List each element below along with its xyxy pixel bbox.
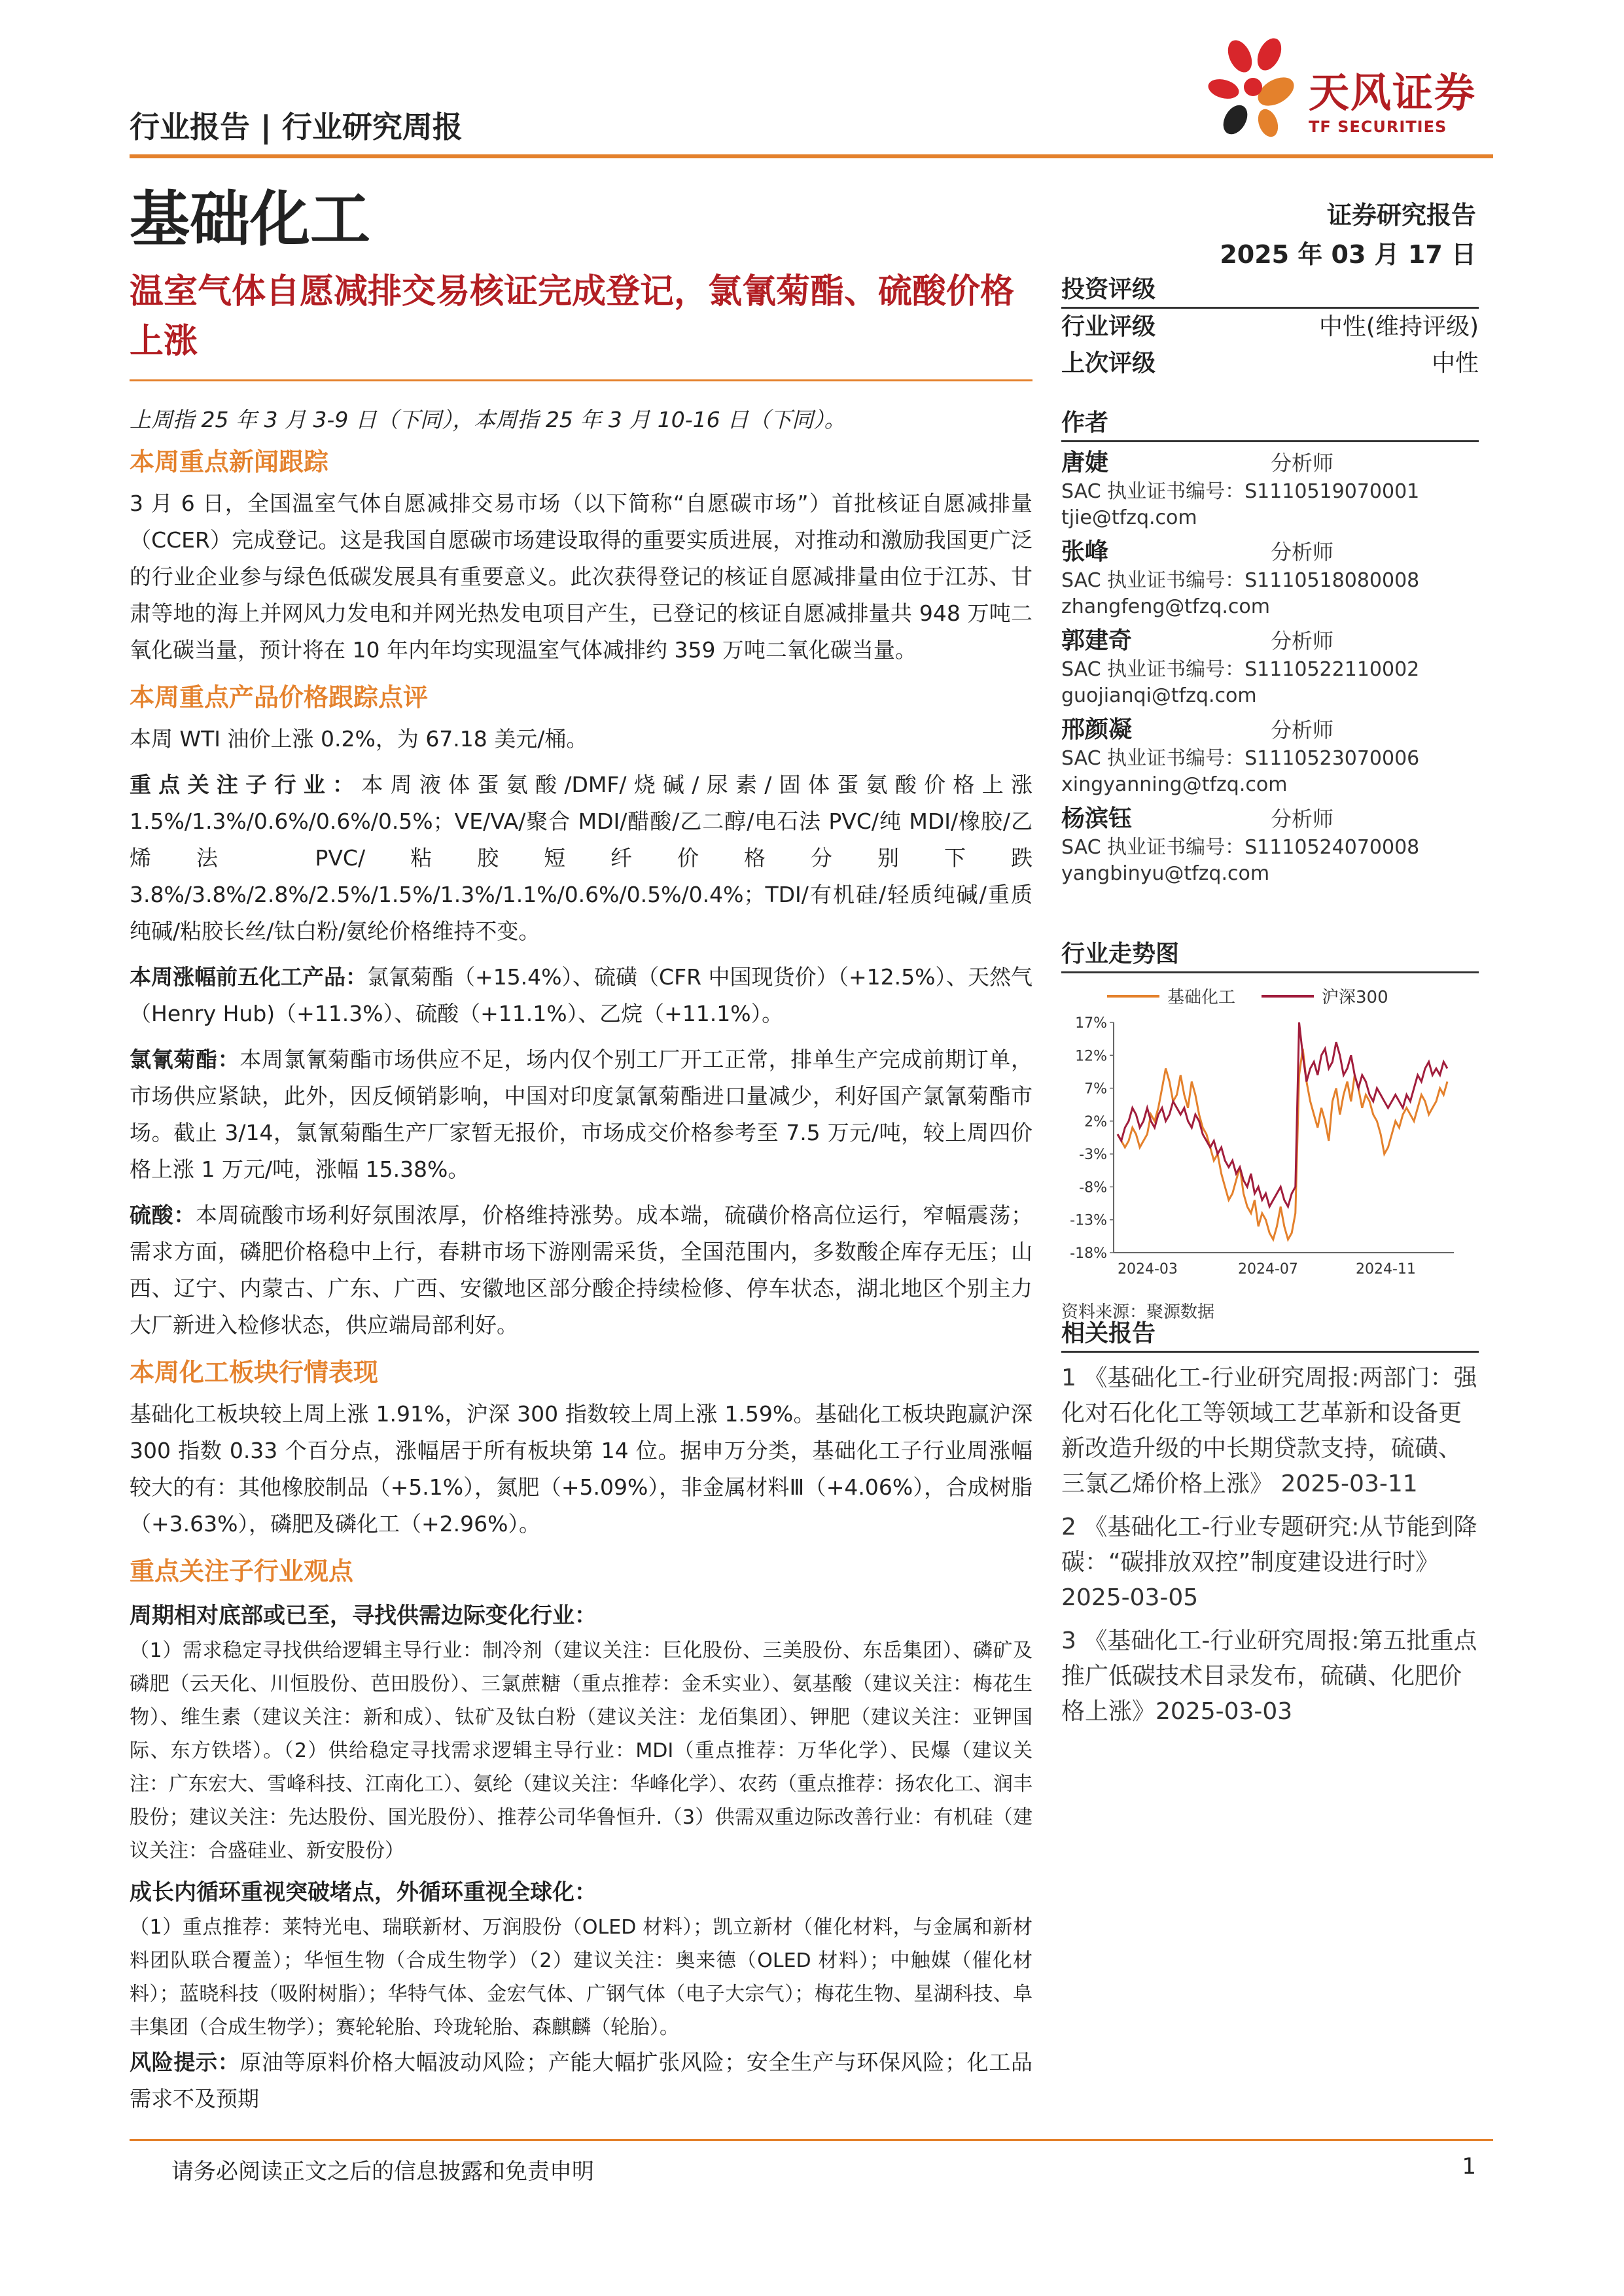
risk-paragraph [130,2044,1033,2117]
related-report-item[interactable]: 2 《基础化工-行业专题研究:从节能到降碳：“碳排放双控”制度建设进行时》2025-03-05 [1061,1514,1477,1611]
industry-title: 基础化工 [130,184,371,254]
author-name: 唐婕 [1061,449,1109,476]
author-name: 郭建奇 [1061,627,1133,654]
growth-heading: 成长内循环重视突破堵点，外循环重视全球化： [130,1879,597,1905]
author-header [1061,803,1479,835]
period-note: 上周指 25 年 3 月 3-9 日（下同），本周指 25 年 3 月 10-16 日（下同）。 [130,407,846,432]
risk-text: 原油等原料价格大幅波动风险；产能大幅扩张风险；安全生产与环保风险；化工品需求不及预期 [130,2049,1033,2112]
sulfuric-acid-text: 本周硫酸市场利好氛围浓厚，价格维持涨势。成本端，硫磺价格高位运行，窄幅震荡；需求方面，磷肥价格稳中上行，春耕市场下游刚需采货，全国范围内，多数酸企库存无压；山西、辽宁、内蒙古、广东、广西、安徽地区部分酸企持续检修、停车状态，湖北地区个别主力大厂新进入检修状态，供应端局部利好。 [130,1202,1033,1338]
author-cert: SAC 执业证书编号：S1110519070001 [1061,480,1420,503]
cycle-paragraph: （1）需求稳定寻找供给逻辑主导行业：制冷剂（建议关注：巨化股份、三美股份、东岳集团）、磷矿及磷肥（云天化、川恒股份、芭田股份）、三氯蔗糖（重点推荐：金禾实业）、氨基酸（建议关注：梅花生物）、维生素（建议关注：新和成）、钛矿及钛白粉（建议关注：龙佰集团）、钾肥（建议关注：亚钾国际、东方铁塔）。（2）供给稳定寻找需求逻辑主导行业：MDI（重点推荐：万华化学）、民爆（建议关注：广东宏大、雪峰科技、江南化工）、氨纶（建议关注：华峰化学）、农药（重点推荐：扬农化工、润丰股份；建议关注：先达股份、国光股份）、推荐公司华鲁恒升.（3）供需双重边际改善行业：有机硅（建议关注：合盛硅业、新安股份） [130,1639,1033,1862]
author-cert: SAC 执业证书编号：S1110518080008 [1061,569,1420,592]
top-gainers-paragraph [130,959,1033,1032]
brand-name: 天风证券 [1309,69,1477,116]
report-date: 2025 年 03 月 17 日 [1220,240,1476,269]
legend-swatch-red [1262,995,1314,998]
related-report-item[interactable]: 1 《基础化工-行业研究周报:两部门：强化对石化化工等领域工艺革新和设备更新改造升级的中长期贷款支持，硫磺、三氯乙烯价格上涨》 2025-03-11 [1061,1365,1477,1497]
headline-divider [130,379,1033,381]
y-tick-label: -8% [1079,1179,1107,1196]
author-header [1061,536,1479,568]
author-header [1061,447,1479,479]
top-gainers-lead: 本周涨幅前五化工产品： [130,964,368,990]
author-cert: SAC 执业证书编号：S1110524070008 [1061,836,1420,859]
page-number: 1 [1462,2153,1476,2180]
legend-item [1262,984,1388,1008]
brand-subtitle: TF SECURITIES [1309,118,1447,136]
section-price-title: 本周重点产品价格跟踪点评 [130,683,429,712]
series-line [1118,1049,1447,1240]
author-email[interactable]: guojianqi@tfzq.com [1061,684,1257,707]
series-line [1118,1022,1447,1207]
subindustry-paragraph [130,767,1033,950]
rating-value: 中性(维持评级) [1318,313,1479,340]
section-news-title: 本周重点新闻跟踪 [130,447,329,476]
cypermethrin-text: 本周氯氰菊酯市场供应不足，场内仅个别工厂开工正常，排单生产完成前期订单，市场供应紧缺，此外，因反倾销影响，中国对印度氯氰菊酯进口量减少，利好国产氯氰菊酯市场。截止 3/14，氯氰菊酯生产厂家暂无报价，市场成交价格参考至 7.5 万元/吨，较上周四价格上涨 1 万元/吨，涨幅 15.38%。 [130,1047,1033,1182]
legend-item [1107,984,1235,1008]
footer-divider [130,2139,1493,2141]
x-tick-label: 2024-03 [1118,1261,1178,1278]
x-tick-label: 2024-07 [1238,1261,1298,1278]
authors-title: 作者 [1061,404,1479,442]
y-tick-label: 2% [1084,1113,1107,1130]
sulfuric-acid-lead: 硫酸： [130,1202,196,1228]
author-role: 分析师 [1271,807,1334,831]
y-tick-label: -3% [1079,1147,1107,1164]
author-block [1061,536,1479,620]
author-block [1061,803,1479,887]
subindustry-text: 本周液体蛋氨酸/DMF/烧碱/尿素/固体蛋氨酸价格上涨 1.5%/1.3%/0.6%/0.6%/0.5%；VE/VA/聚合 MDI/醋酸/乙二醇/电石法 PVC/纯 MDI/橡胶/乙烯法 PVC/粘胶短纤价格分别下跌 3.8%/3.8%/2.8%/2.5%/1.5%/1.3%/1.1%/0.6%/0.5%/0.4%；TDI/有机硅/轻质纯碱/重质纯碱/粘胶长丝/钛白粉/氨纶价格维持不变。 [130,772,1033,944]
author-block [1061,625,1479,709]
y-tick-label: 7% [1084,1081,1107,1098]
author-block [1061,447,1479,531]
chart-source: 资料来源：聚源数据 [1061,1302,1215,1322]
author-block [1061,714,1479,798]
legend-swatch-orange [1107,995,1159,998]
side-column [1061,271,1479,887]
author-email[interactable]: xingyanning@tfzq.com [1061,773,1288,796]
disclaimer-note: 请务必阅读正文之后的信息披露和免责申明 [171,2159,594,2185]
rating-label: 上次评级 [1061,350,1156,377]
y-tick-label: -13% [1070,1212,1107,1229]
cycle-heading: 周期相对底部或已至，寻找供需边际变化行业： [130,1603,597,1629]
author-name: 杨滨钰 [1061,805,1133,832]
cypermethrin-paragraph [130,1041,1033,1188]
legend-label: 沪深300 [1322,988,1388,1007]
trend-chart-panel [1061,935,1479,1323]
section-views-title: 重点关注子行业观点 [130,1557,354,1586]
authors-list [1061,447,1479,887]
author-role: 分析师 [1271,451,1334,476]
author-header [1061,714,1479,746]
report-category: 行业报告 | 行业研究周报 [130,109,463,145]
sulfuric-acid-paragraph [130,1197,1033,1344]
subindustry-lead: 重点关注子行业： [130,772,362,797]
related-report-item[interactable]: 3 《基础化工-行业研究周报:第五批重点推广低碳技术目录发布，硫磺、化肥价格上涨》2025-03-03 [1061,1627,1477,1725]
y-tick-label: -18% [1070,1245,1107,1262]
top-gainers-text: 氯氰菊酯（+15.4%）、硫磺（CFR 中国现货价）（+12.5%）、天然气（Henry Hub)（+11.3%）、硫酸（+11.1%）、乙烷（+11.1%）。 [130,964,1033,1026]
y-tick-label: 17% [1075,1015,1107,1032]
author-email[interactable]: tjie@tfzq.com [1061,506,1197,529]
related-title: 相关报告 [1061,1315,1479,1353]
author-cert: SAC 执业证书编号：S1110523070006 [1061,747,1420,770]
author-header [1061,625,1479,657]
market-paragraph: 基础化工板块较上周上涨 1.91%，沪深 300 指数较上周上涨 1.59%。基础化工板块跑赢沪深 300 指数 0.33 个百分点，涨幅居于所有板块第 14 位。据申万分类，基础化工子行业周涨幅较大的有：其他橡胶制品（+5.1%），氮肥（+5.09%），非金属材料Ⅲ（+4.06%），合成树脂（+3.63%），磷肥及磷化工（+2.96%）。 [130,1401,1033,1537]
section-market-title: 本周化工板块行情表现 [130,1358,379,1387]
trend-chart [1061,1013,1467,1288]
news-paragraph: 3 月 6 日，全国温室气体自愿减排交易市场（以下简称“自愿碳市场”）首批核证自愿减排量（CCER）完成登记。这是我国自愿碳市场建设取得的重要实质进展，对推动和激励我国更广泛的行业企业参与绿色低碳发展具有重要意义。此次获得登记的核证自愿减排量由位于江苏、甘肃等地的海上并网风力发电和并网光热发电项目产生，已登记的核证自愿减排量共 948 万吨二氧化碳当量，预计将在 10 年内年均实现温室气体减排约 359 万吨二氧化碳当量。 [130,491,1033,663]
author-name: 邢颜凝 [1061,716,1133,743]
rating-label: 行业评级 [1061,313,1156,340]
rating-title: 投资评级 [1061,271,1479,309]
author-cert: SAC 执业证书编号：S1110522110002 [1061,658,1420,681]
main-column [130,402,1033,2117]
header-divider [130,154,1493,158]
y-tick-label: 12% [1075,1048,1107,1065]
author-role: 分析师 [1271,629,1334,653]
rating-row [1061,345,1479,382]
related-reports [1061,1315,1479,1730]
report-type: 证券研究报告 [1326,201,1476,230]
rating-row [1061,309,1479,345]
rating-value: 中性 [1431,350,1479,377]
author-role: 分析师 [1271,540,1334,565]
author-email[interactable]: zhangfeng@tfzq.com [1061,595,1270,618]
x-tick-label: 2024-11 [1356,1261,1416,1278]
risk-lead: 风险提示： [130,2049,240,2075]
chart-legend [1107,984,1479,1008]
author-name: 张峰 [1061,538,1109,565]
legend-label: 基础化工 [1167,988,1236,1007]
report-headline: 温室气体自愿减排交易核证完成登记，氯氰菊酯、硫酸价格上涨 [130,272,1015,361]
growth-paragraph: （1）重点推荐：莱特光电、瑞联新材、万润股份（OLED 材料）；凯立新材（催化材料，与金属和新材料团队联合覆盖）；华恒生物（合成生物学）（2）建议关注：奥来德（OLED 材料）；中触媒（催化材料）；蓝晓科技（吸附树脂）；华特气体、金宏气体、广钢气体（电子大宗气）；梅花生物、星湖科技、阜丰集团（合成生物学）；赛轮轮胎、玲珑轮胎、森麒麟（轮胎）。 [130,1916,1033,2039]
chart-title: 行业走势图 [1061,935,1479,973]
cypermethrin-lead: 氯氰菊酯： [130,1047,240,1072]
oil-price-paragraph: 本周 WTI 油价上涨 0.2%，为 67.18 美元/桶。 [130,726,588,752]
author-role: 分析师 [1271,718,1334,742]
author-email[interactable]: yangbinyu@tfzq.com [1061,862,1270,885]
